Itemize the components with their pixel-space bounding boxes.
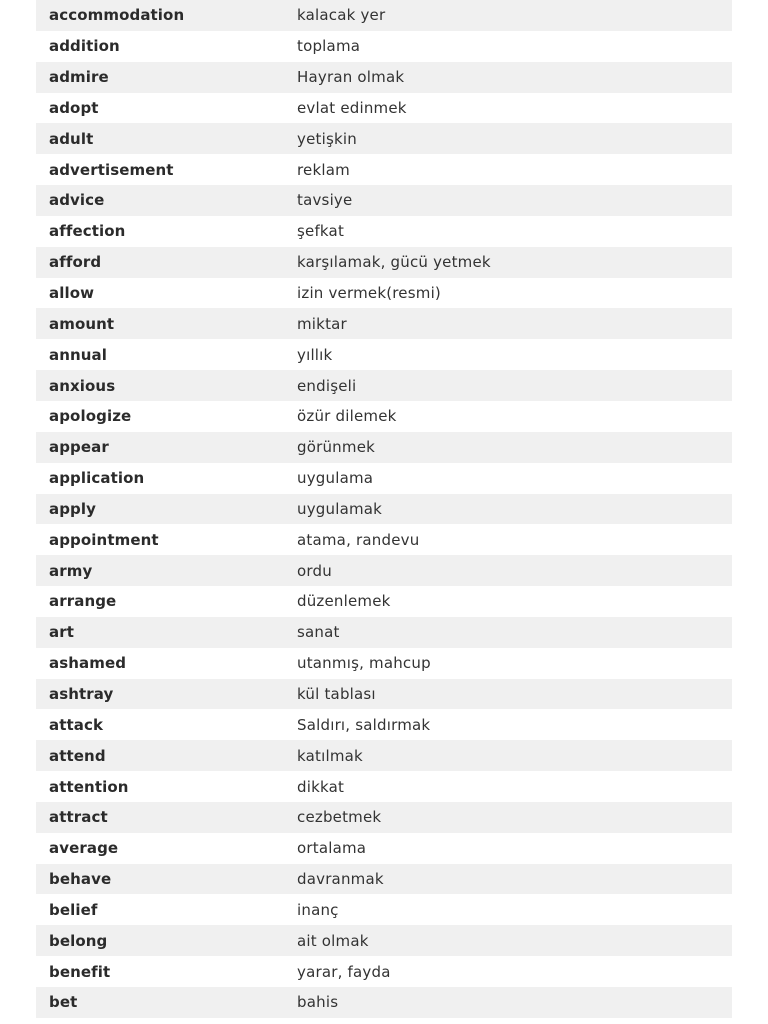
english-term: attract — [49, 808, 108, 827]
table-row — [36, 216, 732, 247]
english-term: adopt — [49, 98, 99, 117]
table-row — [36, 123, 732, 154]
turkish-translation: Hayran olmak — [297, 68, 405, 87]
english-term: appointment — [49, 530, 159, 549]
english-term: ashtray — [49, 684, 114, 703]
english-term: appear — [49, 438, 109, 457]
english-term: arrange — [49, 592, 117, 611]
turkish-translation: miktar — [297, 314, 347, 333]
english-term: allow — [49, 284, 95, 303]
table-row — [36, 401, 732, 432]
table-row — [36, 740, 732, 771]
english-term: advice — [49, 191, 105, 210]
english-term: benefit — [49, 962, 111, 981]
table-row — [36, 247, 732, 278]
turkish-translation: kalacak yer — [297, 6, 386, 25]
english-term: art — [49, 623, 74, 642]
table-row — [36, 494, 732, 525]
table-row — [36, 925, 732, 956]
turkish-translation: ait olmak — [297, 931, 369, 950]
turkish-translation: tavsiye — [297, 191, 353, 210]
table-row — [36, 679, 732, 710]
english-term: annual — [49, 345, 108, 364]
table-row — [36, 0, 732, 31]
english-term: affection — [49, 222, 126, 241]
english-term: army — [49, 561, 93, 580]
table-row — [36, 278, 732, 309]
turkish-translation: bahis — [297, 993, 339, 1012]
english-term: average — [49, 839, 119, 858]
turkish-translation: inanç — [297, 900, 339, 919]
table-row — [36, 370, 732, 401]
english-term: admire — [49, 68, 109, 87]
turkish-translation: ortalama — [297, 839, 367, 858]
table-row — [36, 31, 732, 62]
table-row — [36, 524, 732, 555]
turkish-translation: evlat edinmek — [297, 98, 407, 117]
table-row — [36, 709, 732, 740]
english-term: attention — [49, 777, 129, 796]
table-row — [36, 648, 732, 679]
turkish-translation: endişeli — [297, 376, 357, 395]
english-term: apologize — [49, 407, 132, 426]
english-term: afford — [49, 253, 102, 272]
turkish-translation: yarar, fayda — [297, 962, 391, 981]
table-row — [36, 956, 732, 987]
turkish-translation: izin vermek(resmi) — [297, 284, 441, 303]
turkish-translation: toplama — [297, 37, 361, 56]
turkish-translation: uygulama — [297, 469, 374, 488]
turkish-translation: görünmek — [297, 438, 376, 457]
table-row — [36, 185, 732, 216]
turkish-translation: yıllık — [297, 345, 333, 364]
table-row — [36, 432, 732, 463]
english-term: attack — [49, 715, 104, 734]
turkish-translation: kül tablası — [297, 684, 376, 703]
english-term: anxious — [49, 376, 116, 395]
turkish-translation: yetişkin — [297, 129, 357, 148]
turkish-translation: özür dilemek — [297, 407, 397, 426]
vocabulary-table — [36, 0, 732, 1018]
english-term: belong — [49, 931, 108, 950]
turkish-translation: sanat — [297, 623, 340, 642]
table-row — [36, 154, 732, 185]
table-row — [36, 586, 732, 617]
turkish-translation: ordu — [297, 561, 332, 580]
turkish-translation: uygulamak — [297, 499, 383, 518]
table-row — [36, 894, 732, 925]
turkish-translation: davranmak — [297, 870, 384, 889]
english-term: bet — [49, 993, 78, 1012]
table-row — [36, 617, 732, 648]
table-row — [36, 308, 732, 339]
table-row — [36, 771, 732, 802]
turkish-translation: şefkat — [297, 222, 345, 241]
english-term: behave — [49, 870, 112, 889]
turkish-translation: dikkat — [297, 777, 345, 796]
table-row — [36, 339, 732, 370]
turkish-translation: atama, randevu — [297, 530, 420, 549]
english-term: application — [49, 469, 145, 488]
turkish-translation: utanmış, mahcup — [297, 654, 431, 673]
turkish-translation: Saldırı, saldırmak — [297, 715, 431, 734]
english-term: advertisement — [49, 160, 174, 179]
table-row — [36, 463, 732, 494]
turkish-translation: katılmak — [297, 746, 363, 765]
english-term: accommodation — [49, 6, 185, 25]
table-row — [36, 864, 732, 895]
table-row — [36, 833, 732, 864]
english-term: ashamed — [49, 654, 127, 673]
table-row — [36, 555, 732, 586]
english-term: addition — [49, 37, 120, 56]
english-term: adult — [49, 129, 94, 148]
turkish-translation: reklam — [297, 160, 350, 179]
table-row — [36, 802, 732, 833]
table-row — [36, 987, 732, 1018]
english-term: attend — [49, 746, 106, 765]
turkish-translation: düzenlemek — [297, 592, 391, 611]
turkish-translation: cezbetmek — [297, 808, 382, 827]
english-term: amount — [49, 314, 115, 333]
turkish-translation: karşılamak, gücü yetmek — [297, 253, 491, 272]
english-term: belief — [49, 900, 98, 919]
table-row — [36, 93, 732, 124]
english-term: apply — [49, 499, 97, 518]
vocabulary-table-body — [36, 0, 732, 1018]
table-row — [36, 62, 732, 93]
